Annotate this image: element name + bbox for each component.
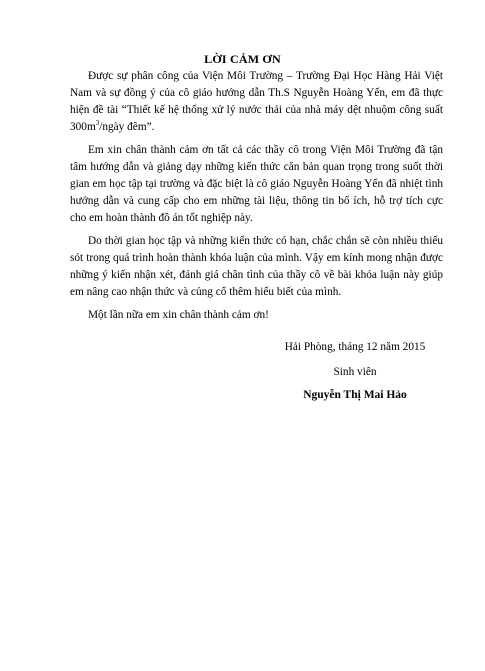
- author-name: Nguyễn Thị Mai Hảo: [303, 389, 407, 401]
- paragraph-thanks-teachers: Em xin chân thành cảm ơn tất cả các thầy cô trong Viện Môi Trường đã tận tâm hướng dẫn và giảng dạy những kiến thức căn bản quan trọng trong suốt thời gian em học tập tại trường và đặc biệt là cô giáo Nguyễn Hoàng Yến đã nhiệt tình hướng dẫn và cung cấp cho em những tài liệu, thông tin bổ ích, hỗ trợ tích cực cho em hoàn thành đồ án tốt nghiệp này.: [70, 144, 443, 224]
- page-title: LỜI CẢM ƠN: [204, 52, 281, 66]
- signoff-role: Sinh viên: [333, 366, 377, 378]
- body-text: [70, 68, 443, 330]
- paragraph-limitations: Do thời gian học tập và những kiến thức có hạn, chắc chắn sẽ còn nhiều thiếu sót trong quá trình hoàn thành khóa luận của mình. Vậy em kính mong nhận được những ý kiến nhận xét, đánh giá chân tình của thầy cô về bài khóa luận này giúp em nâng cao nhận thức và củng cố thêm hiểu biết của mình.: [70, 235, 443, 298]
- paragraph-closing: Một lần nữa em xin chân thành cảm ơn!: [88, 309, 269, 321]
- paragraph-assignment-text: Được sự phân công của Viện Môi Trường – Trường Đại Học Hàng Hải Việt Nam và sự đồng ý của cô giáo hướng dẫn Th.S Nguyễn Hoàng Yến, em đã thực hiện đề tài “Thiết kế hệ thống xử lý nước thải của nhà máy dệt nhuộm công suất 300m: [70, 70, 443, 133]
- paragraph-assignment-tail: /ngày đêm”.: [99, 121, 155, 133]
- date-line: Hải Phòng, tháng 12 năm 2015: [284, 341, 426, 353]
- superscript-three: 3: [95, 119, 100, 128]
- paragraph-assignment: [70, 68, 443, 136]
